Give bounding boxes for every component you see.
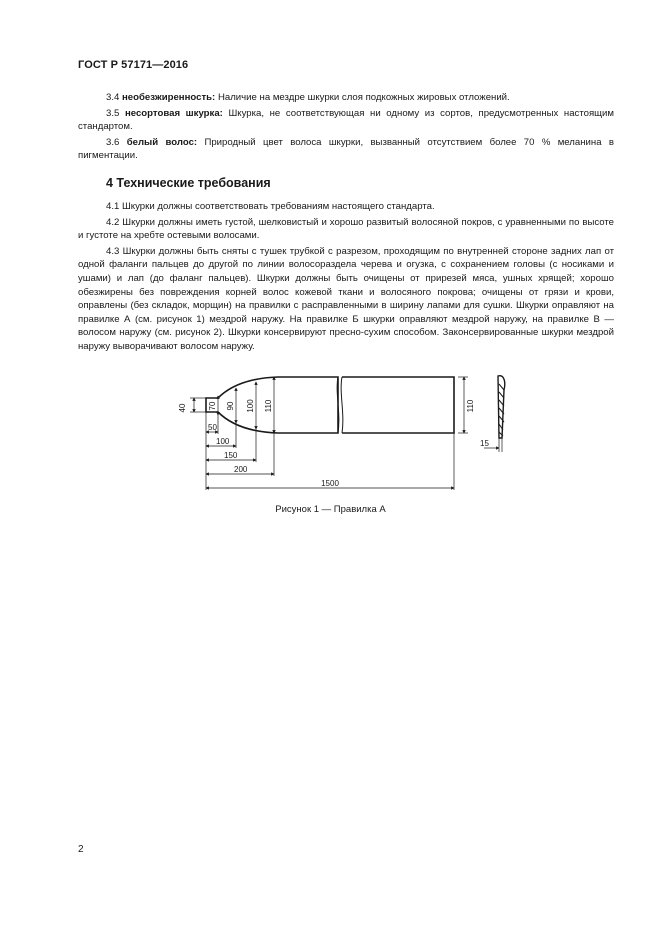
page-number: 2: [78, 844, 84, 855]
term: несортовая шкурка:: [124, 107, 223, 119]
dim-length-100: 100: [216, 437, 230, 446]
dim-width-90: 90: [226, 401, 235, 411]
requirements-block: [78, 200, 614, 354]
definition-3-4: 3.4 необезжиренность: Наличие на мездре шкурки слоя подкожных жировых отложений.: [106, 92, 510, 103]
stretcher-a-drawing: [168, 368, 528, 498]
requirement-4-3: 4.3 Шкурки должны быть сняты с тушек трубкой с разрезом, проходящим по внутренней стороне задних лап от одной фаланги пальцев до другой по линии волосораздела черева и огузка, с сохранением головы (с носиками и ушами) и лап (до фаланг пальцев). Шкурки должны быть очищены от прирезей мяса, ушных хрящей; хорошо обезжирены без повреждения корней волос кожевой ткани и волосяного покрова; очищены от грязи и крови, оправлены (без складок, морщин) на правилки с расправленными в ширину лапами для сушки. Шкурки оправляют на правилке А (см. рисунок 1) мездрой наружу. На правилке Б шкурки оправляют мездрой наружу, на правилке В — волосом наружу (см. рисунок 2). Шкурки консервируют пресно-сухим способом. Законсервированные шкурки мездрой наружу выворачивают волосом наружу.: [78, 245, 614, 352]
dim-width-100: 100: [246, 399, 255, 413]
term: необезжиренность:: [122, 92, 216, 103]
dim-width-40: 40: [178, 403, 187, 413]
standard-designation: ГОСТ Р 57171—2016: [78, 59, 189, 71]
dim-length-150: 150: [224, 451, 238, 460]
requirement-4-1: 4.1 Шкурки должны соответствовать требованиям настоящего стандарта.: [106, 201, 435, 212]
board-outline: [206, 377, 454, 433]
definition-3-5: 3.5 несортовая шкурка: Шкурка, не соответствующая ни одному из сортов, предусмотренных настоящим стандартом.: [78, 107, 615, 133]
definition-3-6: 3.6 белый волос: Природный цвет волоса шкурки, вызванный отсутствием более 70 % меланина в пигментации.: [78, 136, 614, 162]
term: белый волос:: [126, 136, 198, 148]
definitions-block: [78, 91, 614, 163]
dim-length-1500: 1500: [321, 479, 339, 488]
dim-width-110-right: 110: [466, 399, 475, 413]
dim-width-70: 70: [208, 401, 217, 411]
section-heading: 4 Технические требования: [106, 176, 271, 190]
dim-length-50: 50: [208, 423, 217, 432]
dim-length-200: 200: [234, 465, 248, 474]
requirement-4-2: 4.2 Шкурки должны иметь густой, шелковистый и хорошо развитый волосяной покров, с уравненными по высоте и густоте на хребте остевыми волосами.: [78, 216, 614, 242]
figure-caption: Рисунок 1 — Правилка А: [275, 504, 386, 515]
dim-thickness-15: 15: [480, 439, 489, 448]
dim-width-110: 110: [264, 399, 273, 413]
